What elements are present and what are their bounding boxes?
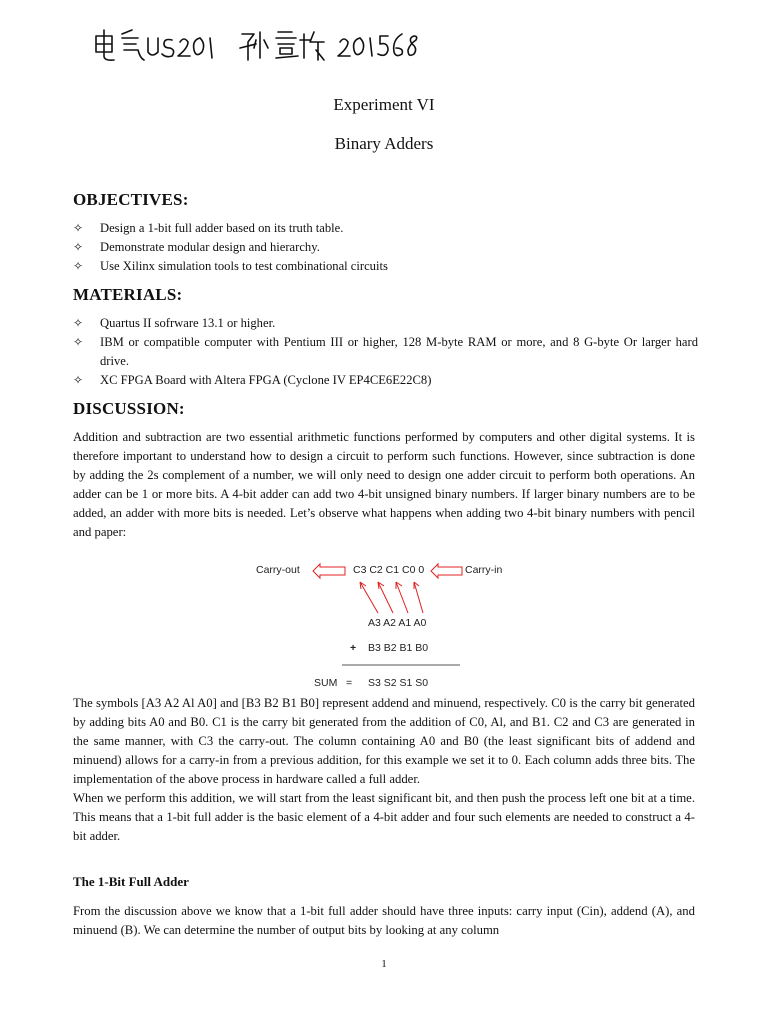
materials-list bbox=[73, 314, 698, 390]
diamond-bullet-icon: ✧ bbox=[73, 373, 84, 387]
list-item: ✧ IBM or compatible computer with Pentium III or higher, 128 M-byte RAM or more, and 8 G-byte Or larger hard drive. bbox=[73, 335, 698, 368]
experiment-subtitle: Binary Adders bbox=[334, 134, 434, 153]
discussion-paragraph-3: From the discussion above we know that a 1-bit full adder should have three inputs: carry input (Cin), addend (A), and minuend (B). We can determine the number of output bits by looking at any column bbox=[73, 904, 695, 937]
diamond-bullet-icon: ✧ bbox=[73, 240, 84, 254]
carry-out-label: Carry-out bbox=[256, 564, 300, 576]
binary-addition-diagram bbox=[250, 560, 540, 692]
sum-bits-label: S3 S2 S1 S0 bbox=[368, 677, 429, 689]
handwritten-signature bbox=[92, 26, 422, 66]
equals-sign: = bbox=[346, 677, 353, 689]
carry-arrow-c2 bbox=[378, 582, 393, 613]
page-number: 1 bbox=[381, 958, 387, 970]
list-item: ✧ XC FPGA Board with Altera FPGA (Cyclone IV EP4CE6E22C8) bbox=[73, 371, 698, 390]
discussion-paragraph-2: The symbols [A3 A2 Al A0] and [B3 B2 B1 B0] represent addend and minuend, respectively. C0 is the carry bit generated by adding bits A0 and B0. C1 is the carry bit generated from the addition of C0, Al, and B1. C2 and C3 are generated in the same manner, with C3 the carry-out. The column containing A0 and B0 (the least significant bits of addend and minuend) allows for a carry-in from a previous addition, for this example we set it to 0. Each column adds three bits. The implementation of the above process in hardware called a full adder. When we perform this addition, we will start from the least significant bit, and then push the process left one bit at a time. This means that a 1-bit full adder is the basic element of a 4-bit adder and four such elements are needed to construct a 4-bit adder. bbox=[73, 696, 695, 843]
carry-arrow-c0 bbox=[414, 582, 423, 613]
full-adder-subheading: The 1-Bit Full Adder bbox=[73, 874, 189, 889]
addend-bits-label: A3 A2 A1 A0 bbox=[368, 617, 427, 629]
diamond-bullet-icon: ✧ bbox=[73, 259, 84, 273]
sum-label: SUM bbox=[314, 677, 338, 689]
carry-bits-label: C3 C2 C1 C0 0 bbox=[353, 564, 425, 576]
list-item: ✧ Quartus II sofrware 13.1 or higher. bbox=[73, 314, 698, 333]
objectives-heading: OBJECTIVES: bbox=[73, 190, 189, 209]
diamond-bullet-icon: ✧ bbox=[73, 316, 84, 330]
carry-arrow-c1 bbox=[396, 582, 408, 613]
materials-heading: MATERIALS: bbox=[73, 285, 183, 304]
list-item: ✧ Design a 1-bit full adder based on its truth table. bbox=[73, 219, 698, 238]
minuend-bits-label: B3 B2 B1 B0 bbox=[368, 642, 429, 654]
carry-in-arrow-icon bbox=[431, 564, 462, 578]
carry-out-arrow-icon bbox=[313, 564, 345, 578]
carry-arrow-c3 bbox=[360, 582, 378, 613]
discussion-paragraph-1: Addition and subtraction are two essential arithmetic functions performed by computers and other digital systems. It is therefore important to understand how to design a circuit to perform such functions. However, since subtraction is done by adding the 2s complement of a number, we will only need to design one adder circuit to perform both operations. An adder can be 1 or more bits. A 4-bit adder can add two 4-bit unsigned binary numbers. If larger binary numbers are to be added, an adder with more bits is needed. Let’s observe what happens when adding two 4-bit binary numbers with pencil and paper: bbox=[73, 430, 695, 539]
diamond-bullet-icon: ✧ bbox=[73, 335, 84, 349]
diamond-bullet-icon: ✧ bbox=[73, 221, 84, 235]
carry-in-label: Carry-in bbox=[465, 564, 503, 576]
objectives-list bbox=[73, 219, 698, 276]
list-item: ✧ Use Xilinx simulation tools to test combinational circuits bbox=[73, 257, 698, 276]
list-item: ✧ Demonstrate modular design and hierarchy. bbox=[73, 238, 698, 257]
discussion-heading: DISCUSSION: bbox=[73, 399, 185, 418]
plus-sign: + bbox=[350, 642, 357, 654]
experiment-title: Experiment VI bbox=[333, 95, 435, 114]
